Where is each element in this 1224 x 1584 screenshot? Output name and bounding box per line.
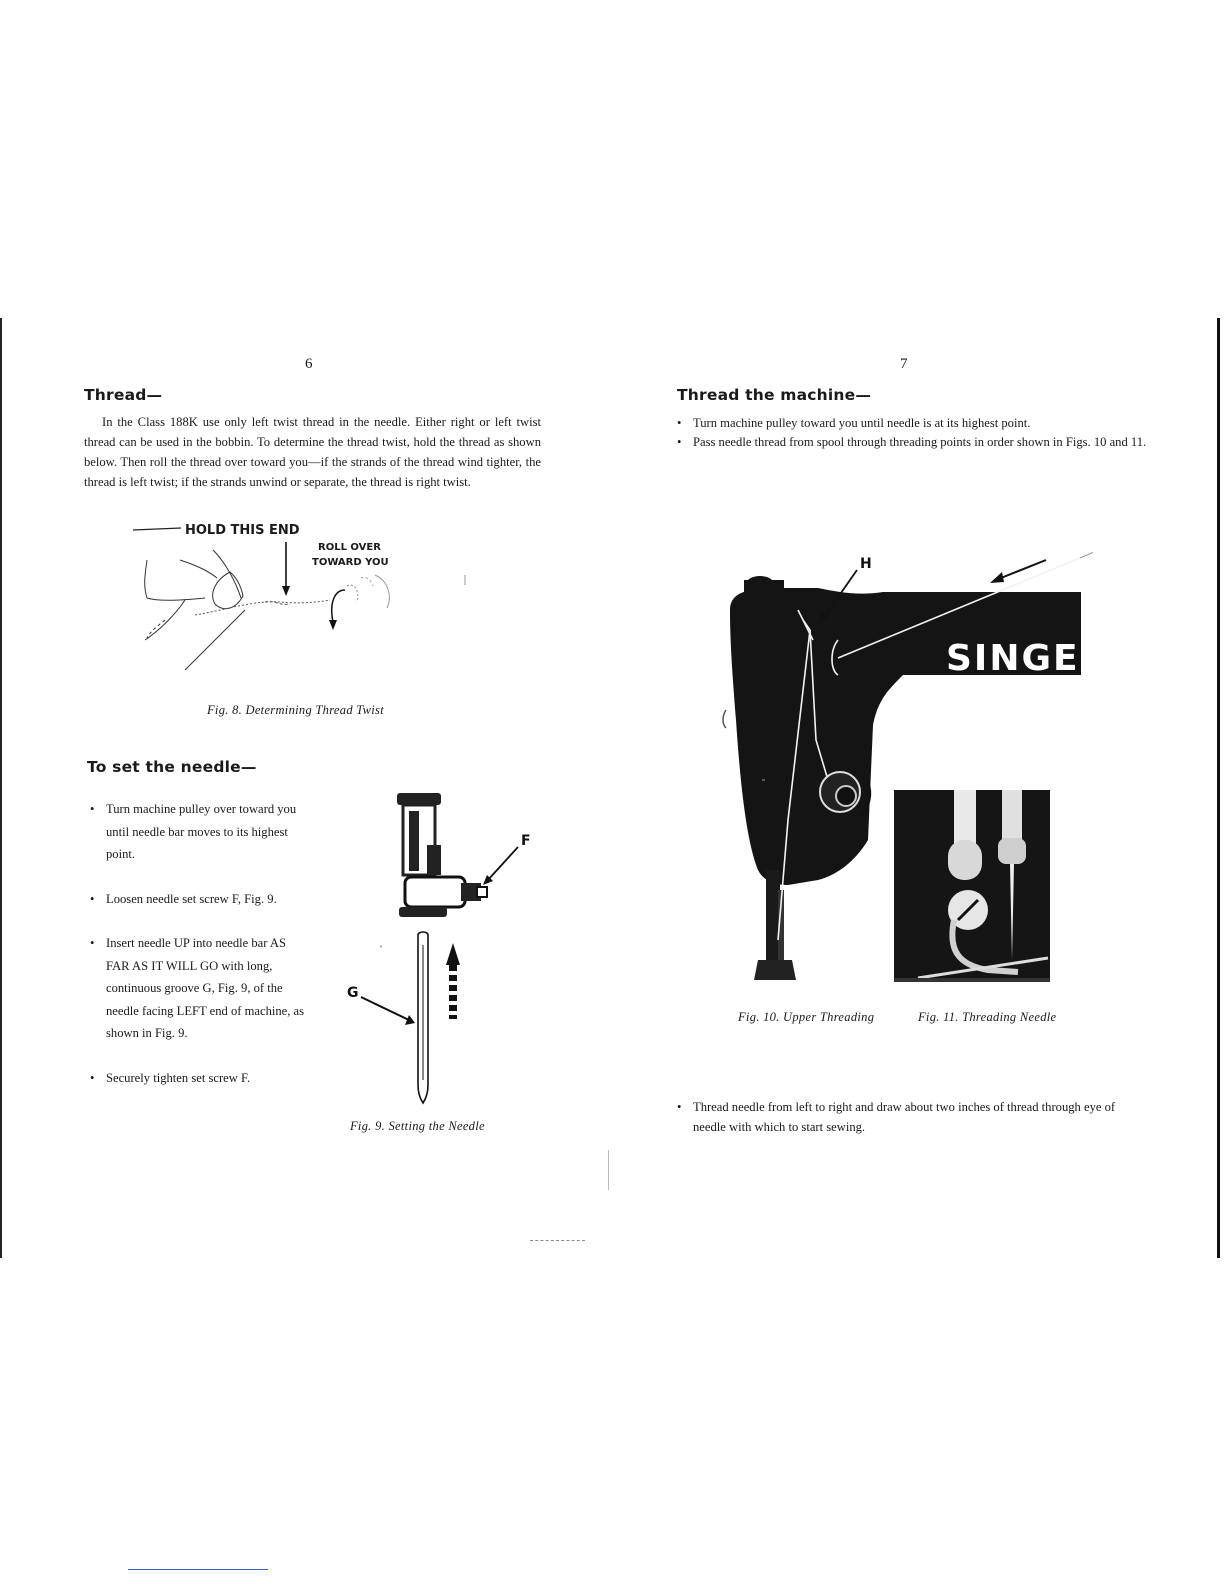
thread-strand — [195, 600, 330, 615]
thread-paragraph: In the Class 188K use only left twist thread in the needle. Either right or left twist thread can be used in the bobbin. To determine the thread twist, hold the thread as shown below. Then roll the thread over toward you—if the strands of the thread wind tighter, the thread is left twist; if the strands unwind or separate, the thread is right twist. — [84, 415, 541, 489]
needle-step: • Loosen needle set screw F, Fig. 9. — [90, 888, 308, 911]
needle-bar — [397, 793, 487, 917]
arrow-f-shaft — [487, 847, 518, 881]
thread-machine-heading: Thread the machine— — [677, 386, 872, 404]
final-step: • Thread needle from left to right and draw about two inches of thread through eye of needle with which to start sewing. — [677, 1097, 1147, 1137]
page-number-left: 6 — [305, 356, 313, 372]
spool-arrow-shaft — [996, 560, 1046, 580]
roll-arrow-drawing — [329, 575, 389, 630]
fig10-fig11-illustration — [718, 540, 1093, 1010]
page-edge-left — [0, 318, 2, 1258]
page-edge-right — [1217, 318, 1220, 1258]
hand-drawing — [145, 550, 245, 670]
up-arrow — [446, 943, 460, 1019]
thread-twist-drawing — [125, 520, 485, 695]
needle-step: • Securely tighten set screw F. — [90, 1067, 308, 1090]
footer-link-underline — [128, 1569, 268, 1570]
edge-mark — [723, 710, 726, 728]
fig8-illustration — [125, 520, 485, 695]
needle — [418, 932, 428, 1103]
label-g: G — [347, 985, 359, 1001]
thread-heading: Thread— — [84, 386, 163, 404]
spool-arrow-head — [990, 572, 1004, 583]
fig11-inset — [894, 790, 1050, 982]
thread-step: • Turn machine pulley toward you until needle is at its highest point. — [677, 414, 1147, 433]
fig9-caption: Fig. 9. Setting the Needle — [350, 1119, 485, 1133]
final-step-list — [677, 1097, 1147, 1137]
singer-brand-label: SINGER — [946, 638, 1093, 679]
fig10-caption: Fig. 10. Upper Threading — [738, 1010, 875, 1024]
roll-over-label: ROLL OVER — [318, 542, 381, 553]
hold-pointer-line — [133, 528, 181, 530]
gutter-mark — [608, 1150, 609, 1190]
fig11-caption: Fig. 11. Threading Needle — [918, 1010, 1057, 1024]
thread-step: • Pass needle thread from spool through threading points in order shown in Figs. 10 and 11. — [677, 433, 1147, 452]
arrow-g-shaft — [361, 997, 411, 1021]
needle-bar-drawing — [335, 785, 545, 1115]
needle-steps-list — [90, 798, 308, 1089]
hold-this-end-label: HOLD THIS END — [185, 523, 300, 538]
thread-tail — [1080, 552, 1093, 558]
down-arrow-head — [282, 586, 290, 596]
label-h: H — [860, 556, 872, 572]
scan-artifact — [530, 1240, 585, 1242]
needle-heading: To set the needle— — [87, 758, 257, 776]
toward-you-label: TOWARD YOU — [312, 557, 389, 568]
needle-step: • Turn machine pulley over toward you until needle bar moves to its highest point. — [90, 798, 308, 866]
page-number-right: 7 — [900, 356, 908, 372]
thread-machine-steps — [677, 414, 1147, 452]
needle-step: • Insert needle UP into needle bar AS FAR AS IT WILL GO with long, continuous groove G, Fig. 9, of the needle facing LEFT end of machine, as shown in Fig. 9. — [90, 932, 308, 1045]
label-f: F — [521, 833, 531, 849]
sewing-machine-drawing — [718, 540, 1093, 1010]
fig9-illustration — [335, 785, 545, 1115]
fig8-caption: Fig. 8. Determining Thread Twist — [207, 703, 384, 717]
arrow-g-head — [405, 1015, 415, 1025]
